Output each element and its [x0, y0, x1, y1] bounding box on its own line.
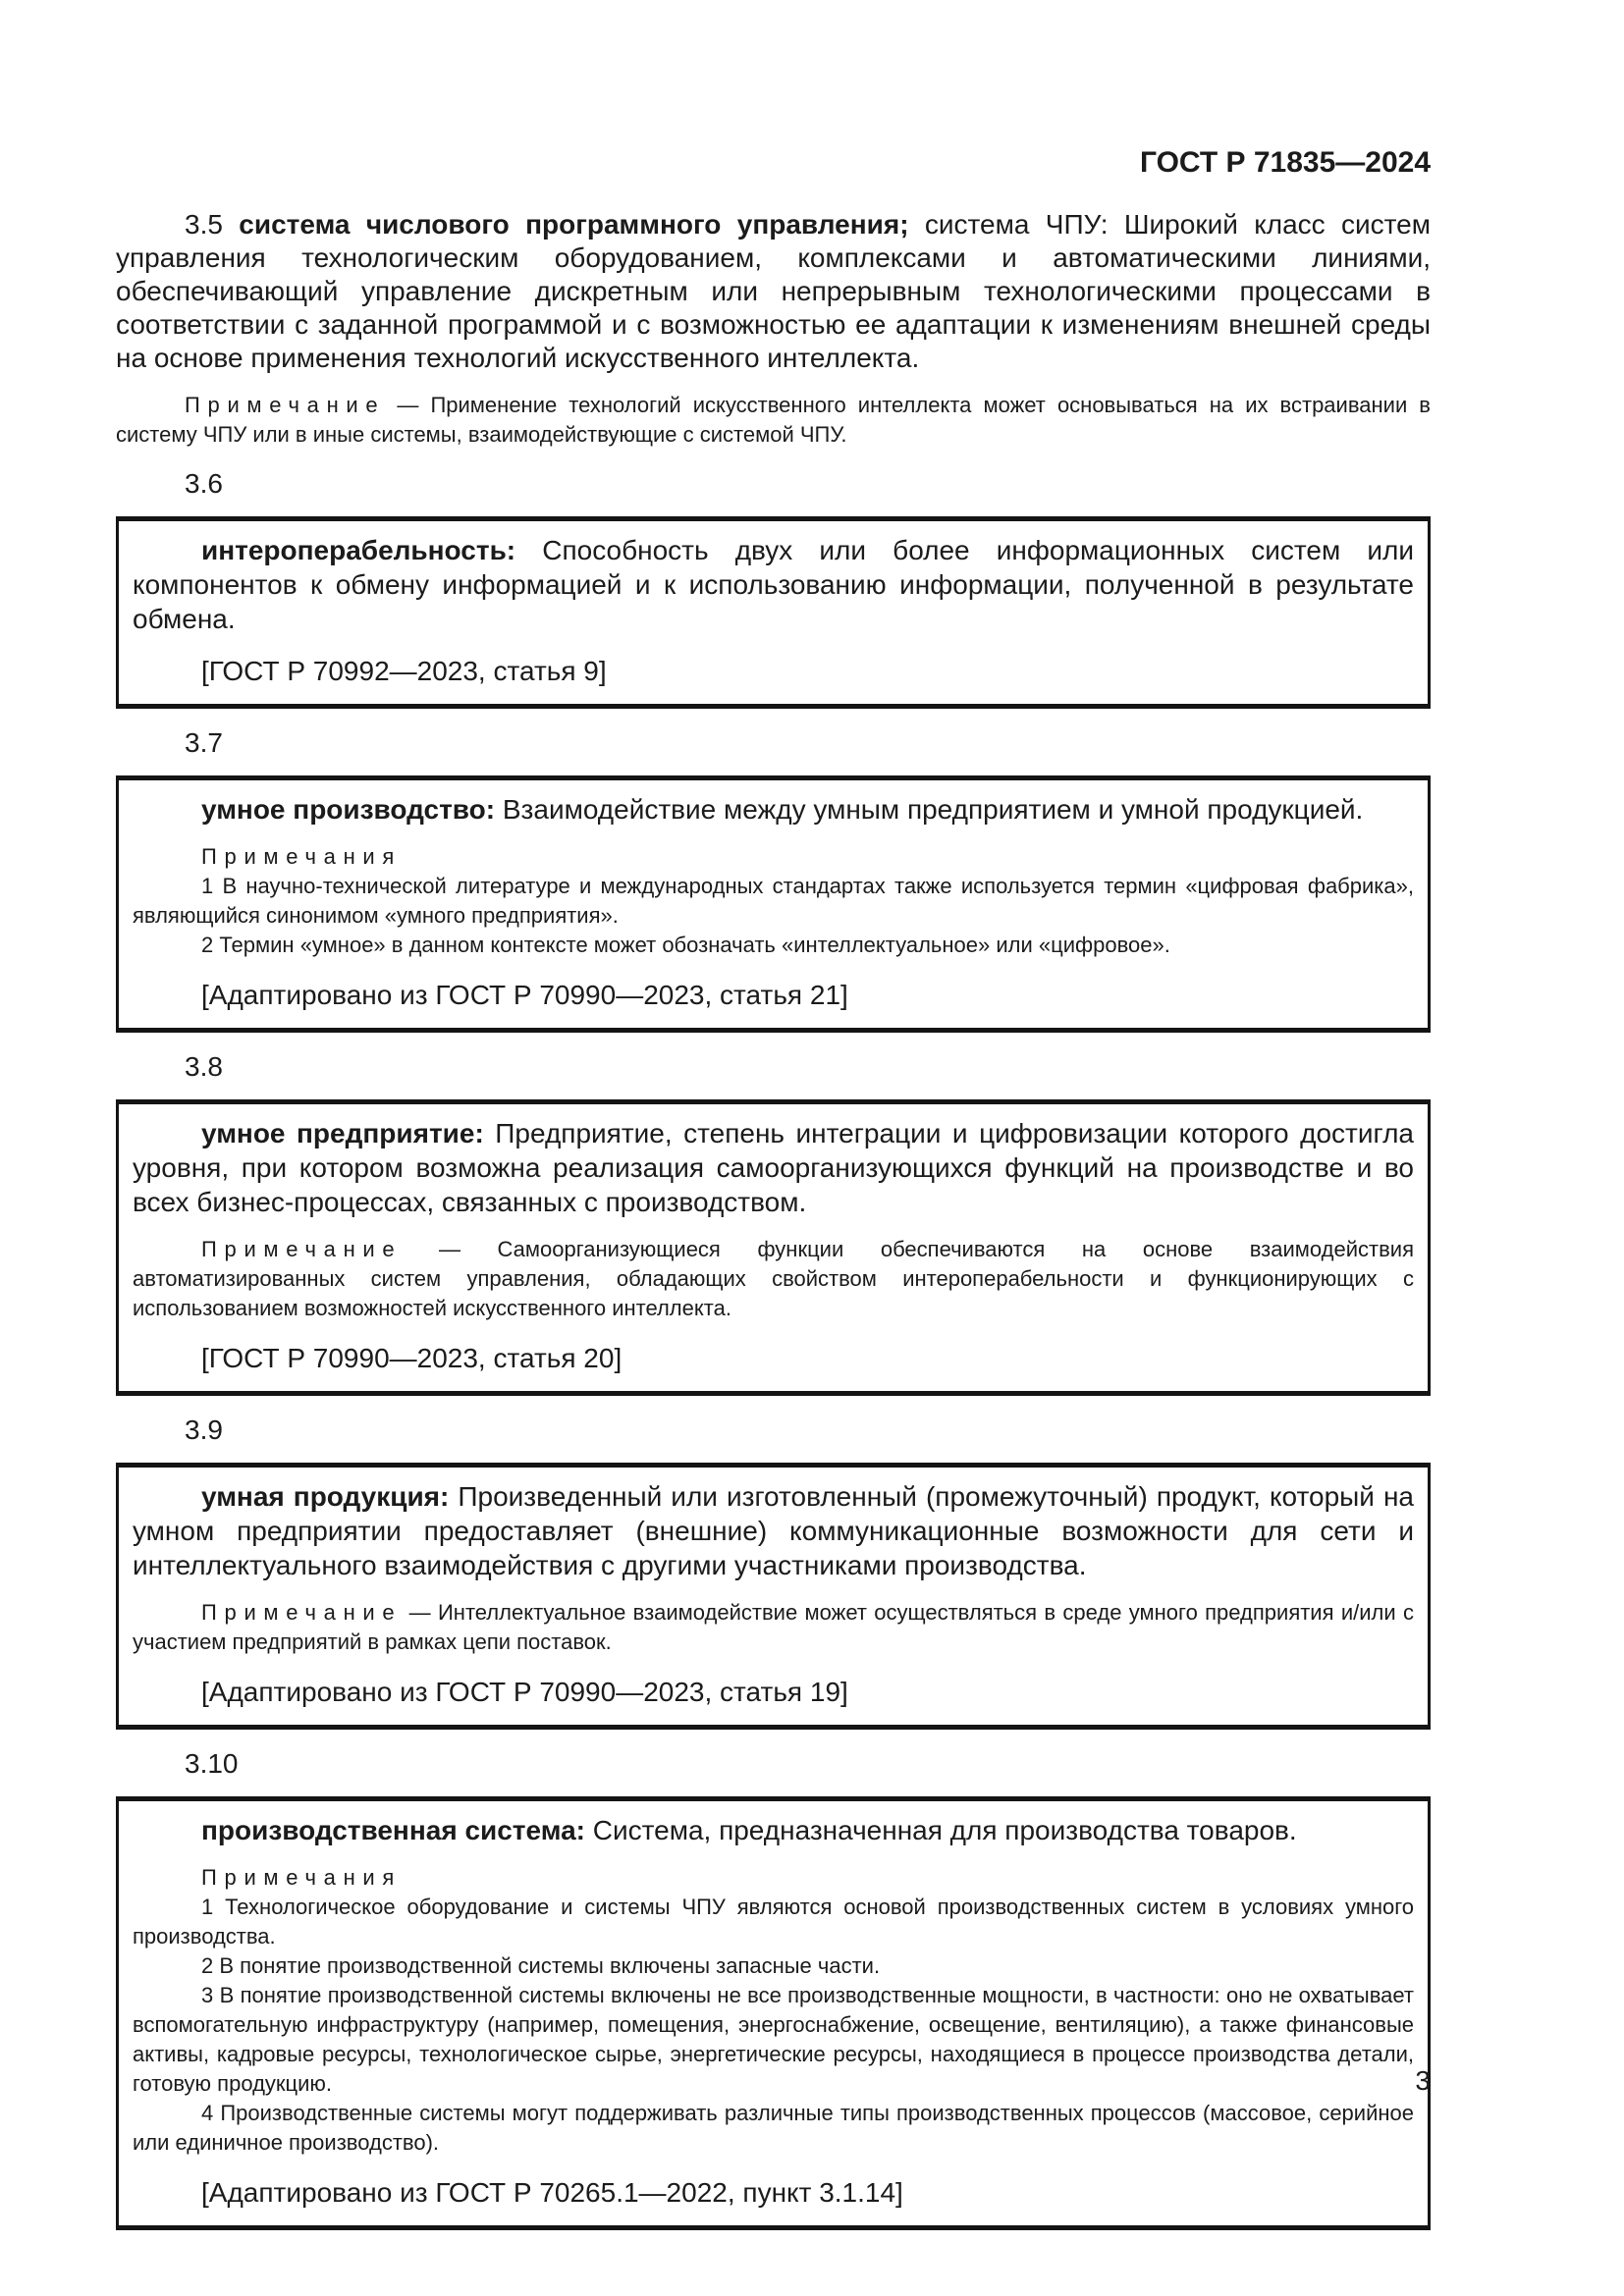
term-bold: интероперабельность: — [201, 535, 516, 565]
notes-label: Примечания — [201, 1865, 403, 1890]
clause-3.9-definition-paragraph — [133, 1479, 1414, 1582]
terminology-box-3.6 — [116, 516, 1431, 709]
definition-text: Система, предназначенная для производства товаров. — [592, 1815, 1297, 1845]
page-number: 3 — [1415, 2065, 1431, 2096]
clause-3.7-definition-paragraph — [133, 792, 1414, 827]
source-reference: [ГОСТ Р 70990—2023, статья 20] — [201, 1343, 623, 1373]
clause-3.8-definition-paragraph — [133, 1116, 1414, 1219]
note-item-3: 3 В понятие производственной системы включены не все производственные мощности, в частности: оно не охватывает вспомогательную инфраструктуру (например, помещения, энергоснабжение, освещение, вентиляцию), а также финансовые активы, кадровые ресурсы, технологическое сырье, энергетические ресурсы, находящиеся в процессе производства детали, готовую продукцию. — [133, 1983, 1414, 2096]
clause-number-3.7: 3.7 — [185, 727, 223, 758]
text-block — [116, 145, 1431, 2230]
clause-3.6-definition-paragraph — [133, 533, 1414, 636]
term-bold: умная продукция: — [201, 1481, 450, 1512]
note-text: — Интеллектуальное взаимодействие может осуществляться в среде умного предприятия и/или с участием предприятий в рамках цепи поставок. — [133, 1600, 1414, 1654]
note-label: Примечание — [201, 1600, 403, 1625]
term-bold: система числового программного управления; — [239, 209, 909, 240]
definition-text: Предприятие, степень интеграции и цифровизации которого достигла уровня, при котором возможна реализация самоорганизующихся функций на производстве и во всех бизнес-процессах, связанных с производством. — [133, 1118, 1414, 1217]
term-bold: умное производство: — [201, 794, 496, 825]
definition-text: Способность двух или более информационных систем или компонентов к обмену информацией и к использованию информации, полученной в результате обмена. — [133, 535, 1414, 634]
document-code-header: ГОСТ Р 71835—2024 — [1139, 146, 1431, 179]
term-bold: производственная система: — [201, 1815, 585, 1845]
note-item-1: 1 Технологическое оборудование и системы ЧПУ являются основой производственных систем в условиях умного производства. — [133, 1895, 1414, 1949]
note-text: — Применение технологий искусственного интеллекта может основываться на их встраивании в систему ЧПУ или в иные системы, взаимодействующие с системой ЧПУ. — [116, 393, 1431, 447]
terminology-box-3.9 — [116, 1463, 1431, 1730]
terminology-box-3.8 — [116, 1099, 1431, 1396]
notes-label: Примечания — [201, 844, 403, 869]
definition-text: система ЧПУ: Широкий класс систем управления технологическим оборудованием, комплексами и автоматическими линиями, обеспечивающий управление дискретным или непрерывным технологическими процессами в соответствии с заданной программой и с возможностью ее адаптации к изменениям внешней среды на основе применения технологий искусственного интеллекта. — [116, 209, 1432, 373]
definition-text: Произведенный или изготовленный (промежуточный) продукт, который на умном предприятии предоставляет (внешние) коммуникационные возможности для сети и интеллектуального взаимодействия с другими участниками производства. — [133, 1481, 1414, 1580]
term-bold: умное предприятие: — [201, 1118, 484, 1148]
note-item-2: 2 Термин «умное» в данном контексте может обозначать «интеллектуальное» или «цифровое». — [201, 933, 1170, 957]
source-reference: [ГОСТ Р 70992—2023, статья 9] — [201, 656, 607, 686]
note-label: Примечание — [201, 1237, 403, 1261]
clause-number-3.6: 3.6 — [185, 468, 223, 499]
clause-3.5-definition-paragraph — [116, 208, 1431, 375]
terminology-box-3.10 — [116, 1796, 1431, 2230]
note-label: Примечание — [185, 393, 386, 417]
source-reference: [Адаптировано из ГОСТ Р 70990—2023, статья 19] — [201, 1677, 848, 1707]
clause-number-3.10: 3.10 — [185, 1748, 239, 1779]
clause-number-3.8: 3.8 — [185, 1051, 223, 1082]
clause-3.5-note — [116, 391, 1431, 450]
clause-number: 3.5 — [185, 209, 223, 240]
note-item-2: 2 В понятие производственной системы включены запасные части. — [201, 1953, 881, 1978]
clause-3.10-definition-paragraph — [133, 1813, 1414, 1847]
definition-text: Взаимодействие между умным предприятием и умной продукцией. — [502, 794, 1364, 825]
note-item-1: 1 В научно-технической литературе и международных стандартах также используется термин «цифровая фабрика», являющийся синонимом «умного предприятия». — [133, 874, 1414, 928]
source-reference: [Адаптировано из ГОСТ Р 70990—2023, статья 21] — [201, 980, 848, 1010]
terminology-box-3.7 — [116, 775, 1431, 1033]
note-item-4: 4 Производственные системы могут поддерживать различные типы производственных процессов (массовое, серийное или единичное производство). — [133, 2101, 1414, 2155]
note-text: — Самоорганизующиеся функции обеспечиваются на основе взаимодействия автоматизированных систем управления, обладающих свойством интероперабельности и функционирующих с использованием возможностей искусственного интеллекта. — [133, 1237, 1414, 1320]
clause-3.9-note — [133, 1598, 1414, 1657]
clause-3.8-note — [133, 1235, 1414, 1323]
source-reference: [Адаптировано из ГОСТ Р 70265.1—2022, пункт 3.1.14] — [201, 2177, 903, 2208]
clause-number-3.9: 3.9 — [185, 1415, 223, 1445]
